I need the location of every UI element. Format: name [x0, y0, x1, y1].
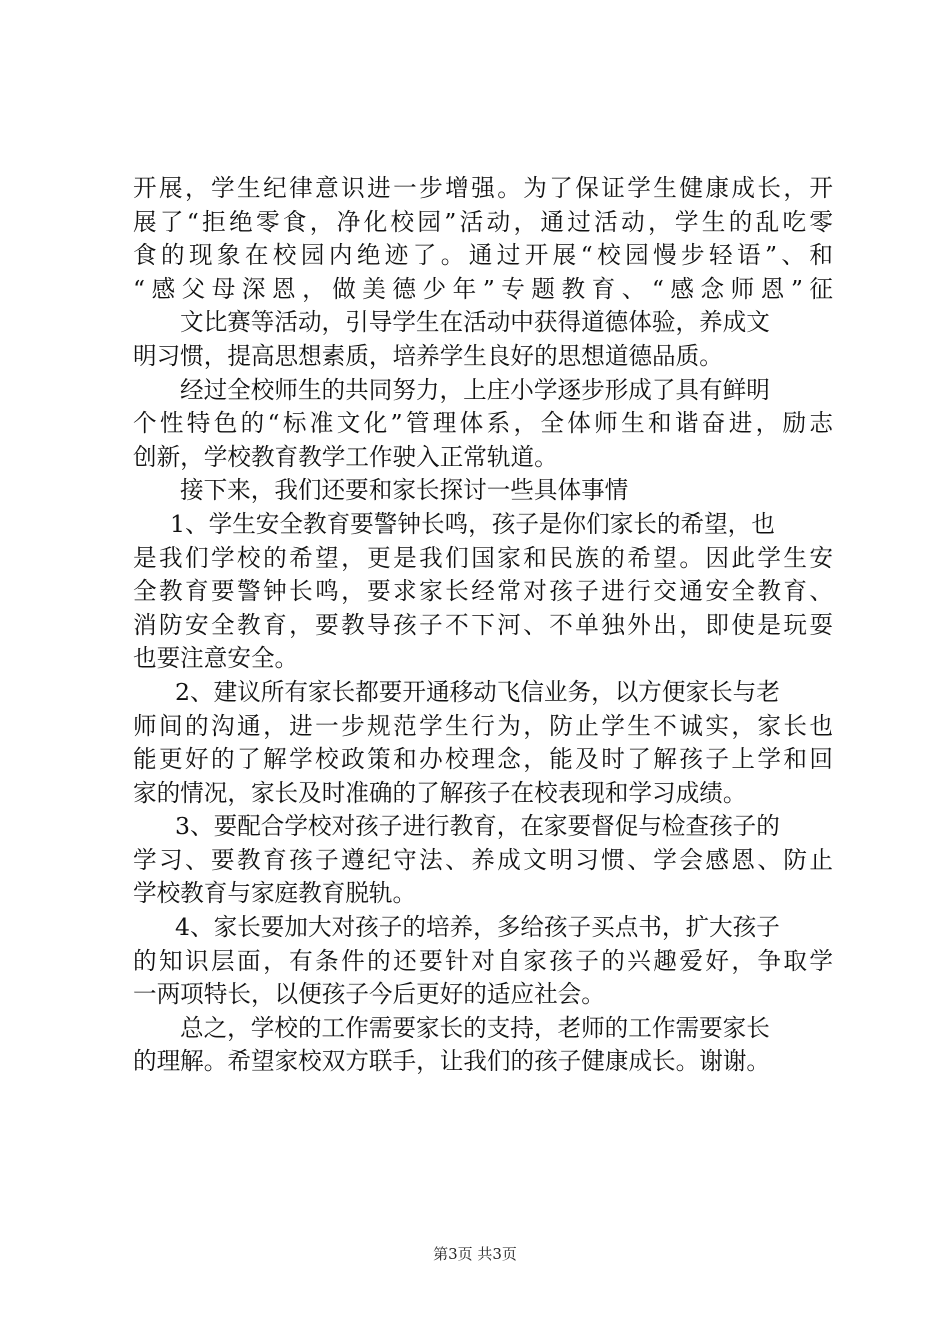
text-line: 的知识层面，有条件的还要针对自家孩子的兴趣爱好，争取学	[133, 946, 833, 975]
text-line: 学习、要教育孩子遵纪守法、养成文明习惯、学会感恩、防止	[133, 845, 833, 874]
text-line: 开展，学生纪律意识进一步增强。为了保证学生健康成长，开	[133, 174, 833, 202]
text-line: 2、建议所有家长都要开通移动飞信业务，以方便家长与老	[175, 677, 780, 706]
text-line: 能更好的了解学校政策和办校理念，能及时了解孩子上学和回	[133, 745, 833, 774]
text-line: 经过全校师生的共同努力，上庄小学逐步形成了具有鲜明	[180, 375, 770, 404]
text-line: 4、家长要加大对孩子的培养，多给孩子买点书，扩大孩子	[175, 913, 780, 942]
text-line: 3、要配合学校对孩子进行教育，在家要督促与检查孩子的	[175, 812, 780, 841]
document-body	[133, 172, 833, 1079]
text-line: 师间的沟通，进一步规范学生行为，防止学生不诚实，家长也	[133, 711, 833, 740]
text-line: 明习惯，提高思想素质，培养学生良好的思想道德品质。	[133, 341, 723, 370]
text-line: 的理解。希望家校双方联手，让我们的孩子健康成长。谢谢。	[133, 1047, 771, 1076]
text-line: 食的现象在校园内绝迹了。通过开展“校园慢步轻语”、和	[133, 241, 833, 270]
text-line: 创新，学校教育教学工作驶入正常轨道。	[133, 442, 558, 471]
text-line: 总之，学校的工作需要家长的支持，老师的工作需要家长	[180, 1013, 770, 1042]
text-line: “感父母深恩，做美德少年”专题教育、“感念师恩”征	[133, 274, 833, 303]
text-line: 展了“拒绝零食，净化校园”活动，通过活动，学生的乱吃零	[133, 207, 833, 236]
text-line: 全教育要警钟长鸣，要求家长经常对孩子进行交通安全教育、	[133, 577, 833, 606]
text-line: 一两项特长，以便孩子今后更好的适应社会。	[133, 980, 605, 1009]
text-line: 文比赛等活动，引导学生在活动中获得道德体验，养成文	[180, 308, 770, 337]
text-line: 家的情况，家长及时准确的了解孩子在校表现和学习成绩。	[133, 778, 747, 807]
text-line: 学校教育与家庭教育脱轨。	[133, 879, 417, 908]
text-line: 消防安全教育，要教导孩子不下河、不单独外出，即使是玩耍	[133, 610, 833, 639]
text-line: 1、学生安全教育要警钟长鸣，孩子是你们家长的希望，也	[170, 509, 775, 538]
text-line: 是我们学校的希望，更是我们国家和民族的希望。因此学生安	[133, 543, 833, 572]
text-line: 接下来，我们还要和家长探讨一些具体事情	[180, 476, 629, 505]
text-line: 个性特色的“标准文化”管理体系，全体师生和谐奋进，励志	[133, 409, 833, 438]
page-number-footer: 第3页 共3页	[433, 1245, 517, 1263]
text-line: 也要注意安全。	[133, 644, 299, 673]
